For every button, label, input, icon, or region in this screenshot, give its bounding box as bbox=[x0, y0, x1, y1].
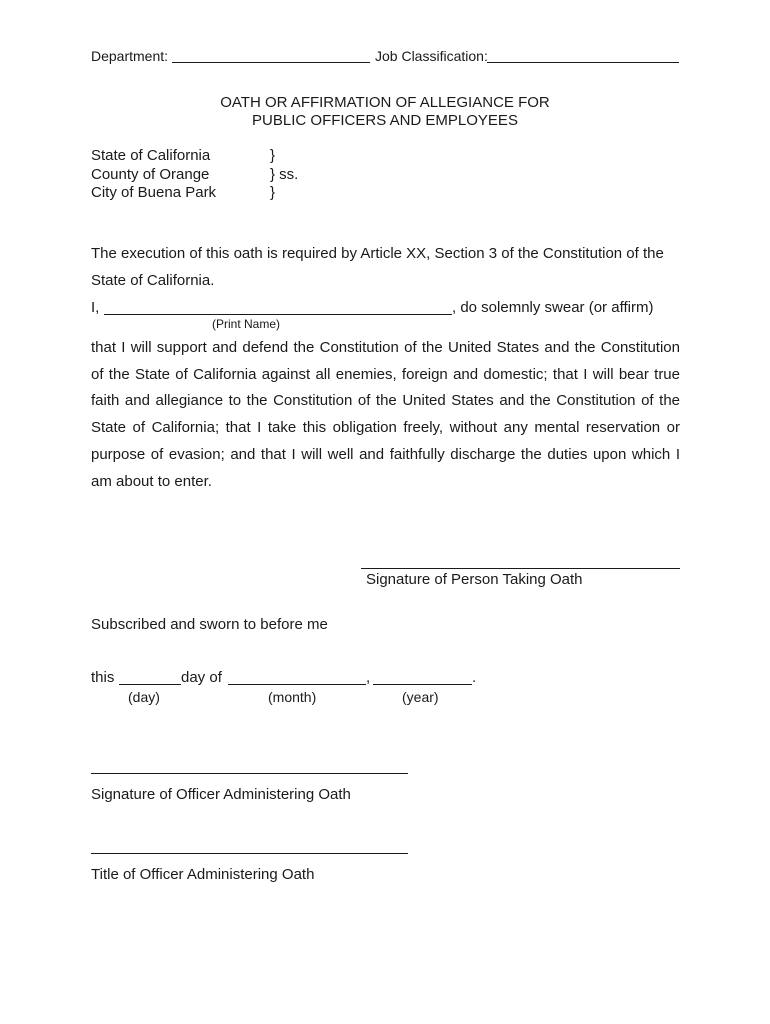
job-classification-field-line[interactable] bbox=[487, 62, 679, 63]
year-caption: (year) bbox=[402, 689, 439, 705]
intro-line2: State of California. bbox=[91, 272, 215, 289]
venue-city: City of Buena Park bbox=[91, 184, 217, 201]
venue-state: State of California bbox=[91, 147, 211, 164]
date-comma: , bbox=[366, 669, 371, 686]
oath-paragraph: that I will support and defend the Constitution of the United States and the Constitution of the State of California against all enemies, foreign and domestic; that I will bear true faith and allegiance to the Constitution of the United States and the Constitution of the State of California; that I take this obligation freely, without any mental reservation or purpose of evasion; and that I will well and faithfully discharge the duties upon which I am about to enter. bbox=[91, 339, 680, 490]
form-title-line2: PUBLIC OFFICERS AND EMPLOYEES bbox=[252, 112, 518, 129]
day-of-label: day of bbox=[181, 669, 222, 686]
date-period: . bbox=[472, 669, 477, 686]
officer-signature-caption: Signature of Officer Administering Oath bbox=[91, 786, 351, 803]
month-caption: (month) bbox=[268, 689, 317, 705]
officer-title-line[interactable] bbox=[91, 853, 408, 854]
subscribed-text: Subscribed and sworn to before me bbox=[91, 616, 328, 633]
officer-signature-line[interactable] bbox=[91, 773, 408, 774]
department-label: Department: bbox=[91, 48, 169, 64]
job-classification-label: Job Classification: bbox=[375, 48, 488, 64]
day-field-line[interactable] bbox=[119, 684, 181, 685]
print-name-caption: (Print Name) bbox=[212, 317, 281, 331]
i-prefix: I, bbox=[91, 299, 100, 316]
venue-brace-ss: } ss. bbox=[270, 165, 299, 183]
venue-brace-bottom: } bbox=[270, 184, 276, 201]
print-name-field-line[interactable] bbox=[104, 314, 452, 315]
venue-county: County of Orange bbox=[91, 165, 210, 183]
person-signature-caption: Signature of Person Taking Oath bbox=[366, 571, 583, 588]
venue-brace-top: } bbox=[270, 147, 276, 164]
year-field-line[interactable] bbox=[373, 684, 472, 685]
day-caption: (day) bbox=[128, 689, 160, 705]
this-label: this bbox=[91, 669, 115, 686]
intro-line1: The execution of this oath is required by Article XX, Section 3 of the Constitution of the bbox=[91, 245, 664, 262]
swear-text: , do solemnly swear (or affirm) bbox=[452, 299, 654, 316]
person-signature-line[interactable] bbox=[361, 568, 680, 569]
officer-title-caption: Title of Officer Administering Oath bbox=[91, 866, 315, 883]
department-field-line[interactable] bbox=[172, 62, 370, 63]
form-title-line1: OATH OR AFFIRMATION OF ALLEGIANCE FOR bbox=[220, 94, 550, 111]
month-field-line[interactable] bbox=[228, 684, 366, 685]
